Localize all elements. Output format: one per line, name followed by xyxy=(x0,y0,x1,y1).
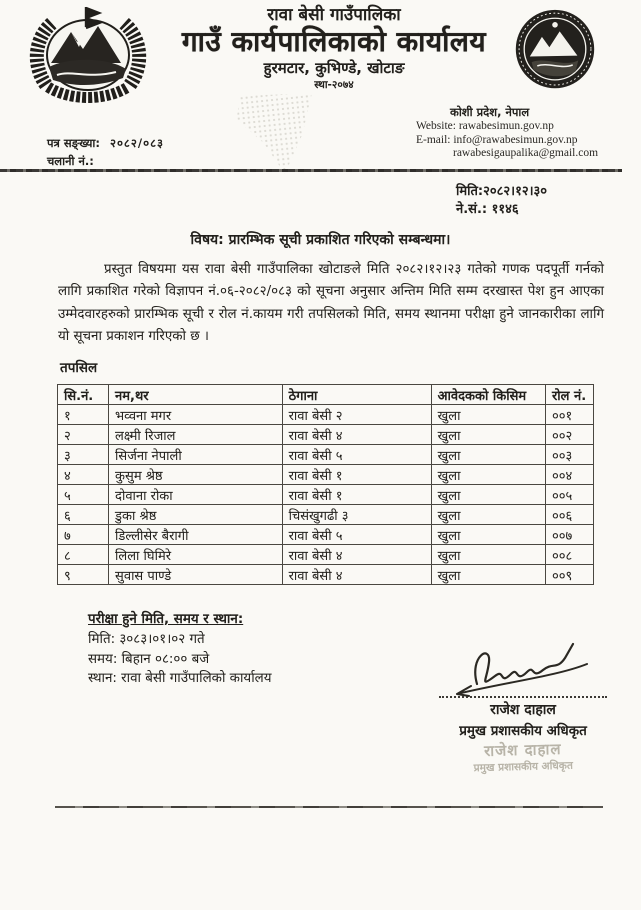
cell-name: सुवास पाण्डे xyxy=(109,565,283,585)
signature-dotted-line xyxy=(439,696,607,698)
exam-time: समय: बिहान ०८:०० बजे xyxy=(88,651,210,667)
cell-type: खुला xyxy=(431,445,545,465)
email-line-2: rawabesigaupalika@gmail.com xyxy=(453,147,599,160)
body-paragraph: प्रस्तुत विषयमा यस रावा बेसी गाउँपालिका खोटाङले मिति २०८२।१२।२३ गतेको गणक पदपूर्ती गर्नको लागि प्रकाशित गरेको विज्ञापन नं.०६-२०८२/०८३ को सूचना अनुसार अन्तिम मिति सम्म दरखास्त पेश हुन आएका उम्मेदवारहरुको प्रारम्भिक सूची र रोल नं.कायम गरी तपसिलको मिति, समय स्थानमा परीक्षा हुने जानकारीका लागि यो सूचना प्रकाशन गरिएको छ । xyxy=(58,262,604,345)
table-row xyxy=(58,425,594,445)
cell-name: लिला घिमिरे xyxy=(109,545,283,565)
tapasil-label: तपसिल xyxy=(60,360,98,376)
table-row xyxy=(58,525,594,545)
cell-serial: ७ xyxy=(58,525,109,545)
cell-type: खुला xyxy=(431,405,545,425)
cell-roll: ००९ xyxy=(545,565,593,585)
handwritten-signature xyxy=(437,638,609,702)
letter-number-line xyxy=(47,136,164,151)
cell-name: डिल्लीसेर बैरागी xyxy=(109,525,283,545)
cell-address: रावा बेसी ४ xyxy=(282,545,431,565)
col-applicant-type: आवेदकको किसिम xyxy=(431,385,545,405)
letter-number-label: पत्र सङ्ख्या: xyxy=(47,136,100,150)
candidate-table xyxy=(57,384,594,585)
website-line: Website: rawabesimun.gov.np xyxy=(416,120,554,132)
cell-serial: ३ xyxy=(58,445,109,465)
col-serial: सि.नं. xyxy=(58,385,109,405)
stamp-name: राजेश दाहाल xyxy=(483,739,562,761)
cell-type: खुला xyxy=(431,565,545,585)
cell-roll: ००३ xyxy=(545,445,593,465)
exam-schedule xyxy=(88,609,272,688)
cell-roll: ००५ xyxy=(545,485,593,505)
cell-type: खुला xyxy=(431,425,545,445)
col-address: ठेगाना xyxy=(282,385,431,405)
cell-type: खुला xyxy=(431,505,545,525)
cell-name: सिर्जना नेपाली xyxy=(109,445,283,465)
cell-name: दोवाना रोका xyxy=(109,485,283,505)
footer-divider xyxy=(55,806,603,808)
table-row xyxy=(58,505,594,525)
table-row xyxy=(58,485,594,505)
cell-serial: १ xyxy=(58,405,109,425)
table-row xyxy=(58,445,594,465)
col-roll-no: रोल नं. xyxy=(545,385,593,405)
email-line: E-mail: info@rawabesimun.gov.np xyxy=(416,133,578,146)
office-address: हुरमटार, कुभिण्डे, खोटाङ xyxy=(263,59,405,78)
table-header-row xyxy=(58,385,594,405)
table-row xyxy=(58,405,594,425)
municipality-name: रावा बेसी गाउँपालिका xyxy=(267,5,401,25)
dispatch-number-label: चलानी नं.: xyxy=(47,154,94,168)
cell-address: रावा बेसी १ xyxy=(282,465,431,485)
letter-date: मिति:२०८२।१२।३० xyxy=(456,184,548,199)
cell-roll: ००८ xyxy=(545,545,593,565)
subject-line: विषय: प्रारम्भिक सूची प्रकाशित गरिएको सम्बन्धमा। xyxy=(190,232,451,248)
cell-serial: ४ xyxy=(58,465,109,485)
cell-name: कुसुम श्रेष्ठ xyxy=(109,465,283,485)
date-block xyxy=(456,183,547,219)
table-row xyxy=(58,465,594,485)
cell-roll: ००६ xyxy=(545,505,593,525)
established-year: स्था-२०७४ xyxy=(314,79,354,92)
exam-venue: स्थान: रावा बेसी गाउँपालिको कार्यालय xyxy=(88,671,272,687)
province-label: कोशी प्रदेश, नेपाल xyxy=(450,105,530,119)
exam-date: मिति: ३०८३।०१।०२ गते xyxy=(88,632,205,648)
cell-name: लक्ष्मी रिजाल xyxy=(109,425,283,445)
cell-address: रावा बेसी ५ xyxy=(282,525,431,545)
cell-address: चिसंखुगढी ३ xyxy=(282,505,431,525)
serial-number: ने.सं.: ११४६ xyxy=(456,202,519,218)
cell-serial: २ xyxy=(58,425,109,445)
cell-type: खुला xyxy=(431,545,545,565)
cell-serial: ६ xyxy=(58,505,109,525)
cell-serial: ८ xyxy=(58,545,109,565)
table-row xyxy=(58,565,594,585)
cell-roll: ००४ xyxy=(545,465,593,485)
cell-address: रावा बेसी २ xyxy=(282,405,431,425)
signature-block xyxy=(428,638,618,774)
cell-address: रावा बेसी ४ xyxy=(282,565,431,585)
cell-type: खुला xyxy=(431,525,545,545)
contact-block xyxy=(416,120,598,161)
stamp-designation: प्रमुख प्रशासकीय अधिकृत xyxy=(473,759,574,775)
cell-address: रावा बेसी १ xyxy=(282,485,431,505)
municipal-seal-icon xyxy=(513,6,597,94)
letterhead xyxy=(148,6,520,92)
signatory-stamp xyxy=(428,738,619,777)
exam-heading: परीक्षा हुने मिति, समय र स्थान: xyxy=(88,612,244,627)
cell-serial: ५ xyxy=(58,485,109,505)
cell-type: खुला xyxy=(431,485,545,505)
cell-name: डुका श्रेष्ठ xyxy=(109,505,283,525)
cell-serial: ९ xyxy=(58,565,109,585)
signatory-name: राजेश दाहाल xyxy=(490,702,556,718)
cell-roll: ००२ xyxy=(545,425,593,445)
cell-roll: ००७ xyxy=(545,525,593,545)
nepal-coat-of-arms-icon xyxy=(26,5,150,107)
letter-number-value: २०८२/०८३ xyxy=(109,136,165,150)
signatory-designation: प्रमुख प्रशासकीय अधिकृत xyxy=(459,723,587,739)
cell-type: खुला xyxy=(431,465,545,485)
cell-address: रावा बेसी ४ xyxy=(282,425,431,445)
cell-roll: ००१ xyxy=(545,405,593,425)
office-name: गाउँ कार्यपालिकाको कार्यालय xyxy=(181,25,487,59)
cell-address: रावा बेसी ५ xyxy=(282,445,431,465)
header-divider xyxy=(0,169,622,172)
faded-stamp-impression xyxy=(234,88,324,178)
col-name: नम,थर xyxy=(109,385,283,405)
cell-name: भव्वना मगर xyxy=(109,405,283,425)
table-row xyxy=(58,545,594,565)
